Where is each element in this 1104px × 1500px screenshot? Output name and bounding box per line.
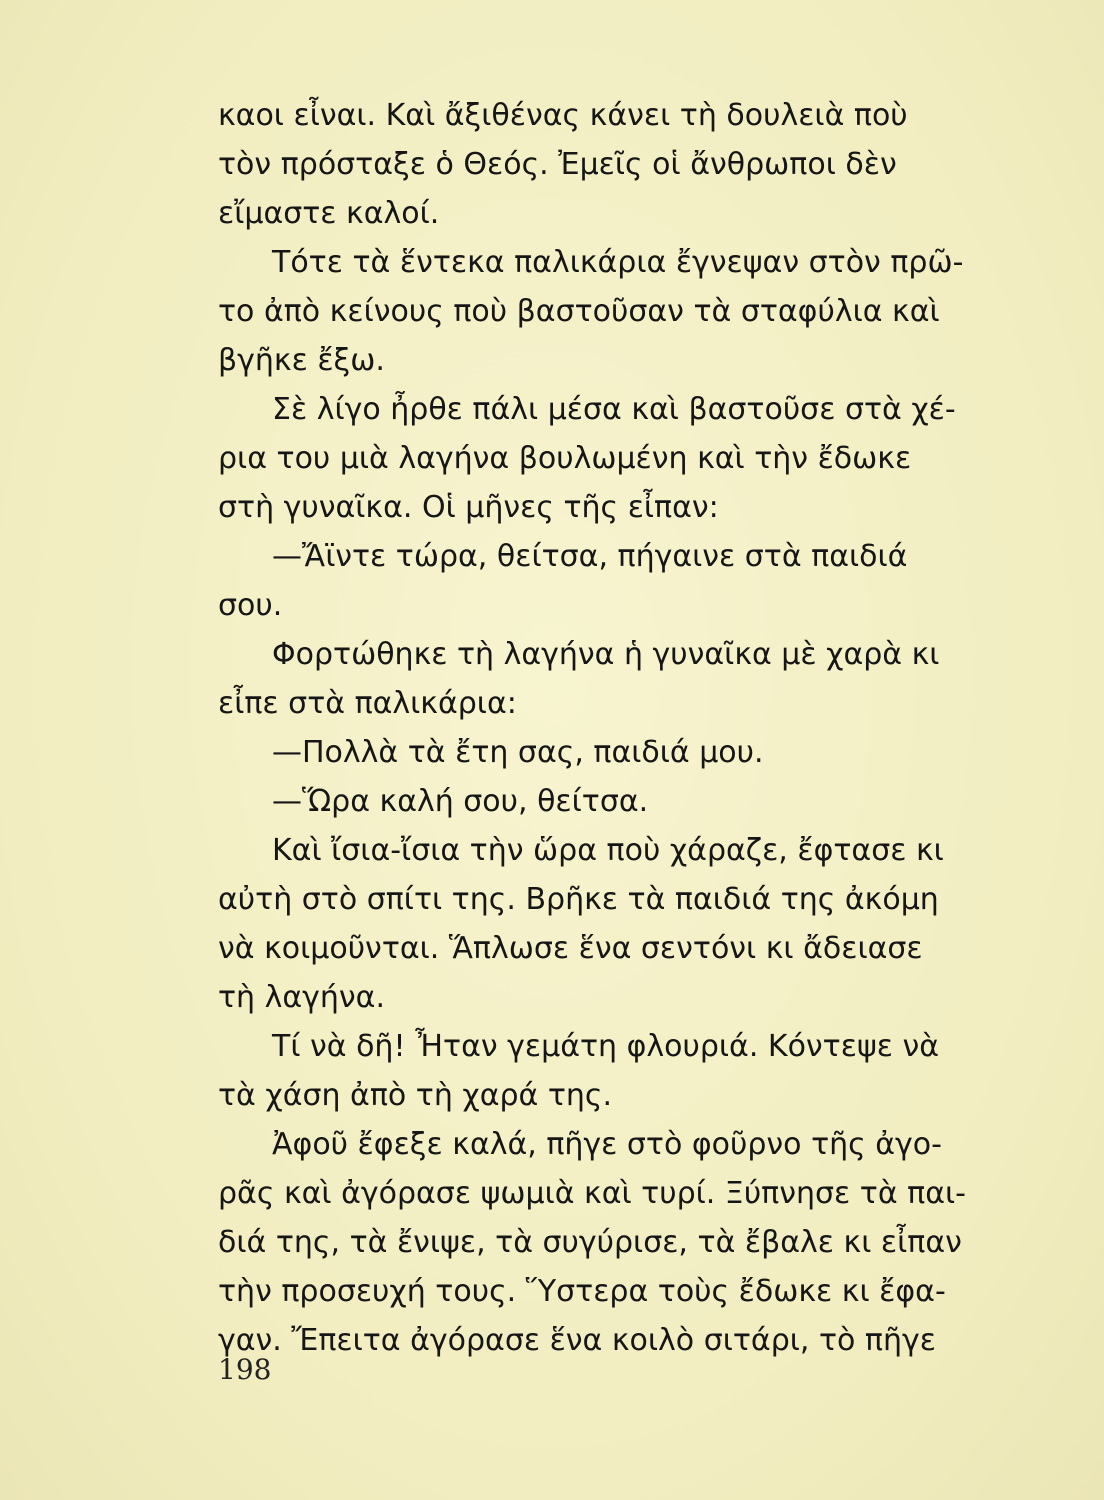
text-line: εἴμαστε καλοί.: [218, 196, 440, 231]
text-line: καοι εἶναι. Καὶ ἄξιθένας κάνει τὴ δουλειὰ ποὺ: [218, 98, 908, 133]
text-line: εἶπε στὰ παλικάρια:: [218, 686, 517, 721]
text-line: Ἀφοῦ ἔφεξε καλά, πῆγε στὸ φοῦρνο τῆς ἀγο-: [272, 1127, 942, 1162]
text-line: Τί νὰ δῆ! Ἦταν γεμάτη φλουριά. Κόντεψε νὰ: [272, 1029, 940, 1064]
text-line: —Πολλὰ τὰ ἔτη σας, παιδιά μου.: [272, 735, 764, 770]
text-line: Φορτώθηκε τὴ λαγήνα ἡ γυναῖκα μὲ χαρὰ κι: [272, 637, 940, 672]
text-line: νὰ κοιμοῦνται. Ἅπλωσε ἕνα σεντόνι κι ἄδειασε: [218, 931, 923, 966]
text-line: τὰ χάση ἀπὸ τὴ χαρά της.: [218, 1078, 613, 1113]
text-line: βγῆκε ἔξω.: [218, 343, 385, 378]
text-line: —Ὥρα καλή σου, θείτσα.: [272, 784, 649, 819]
text-line: γαν. Ἔπειτα ἀγόρασε ἕνα κοιλὸ σιτάρι, τὸ πῆγε: [218, 1323, 936, 1358]
text-line: διά της, τὰ ἔνιψε, τὰ συγύρισε, τὰ ἔβαλε κι εἶπαν: [218, 1225, 962, 1260]
text-line: ρια του μιὰ λαγήνα βουλωμένη καὶ τὴν ἔδωκε: [218, 441, 912, 476]
text-line: τὴν προσευχή τους. Ὕστερα τοὺς ἔδωκε κι ἔφα-: [218, 1274, 946, 1309]
text-line: το ἀπὸ κείνους ποὺ βαστοῦσαν τὰ σταφύλια καὶ: [218, 294, 940, 329]
text-line: Καὶ ἴσια-ἴσια τὴν ὥρα ποὺ χάραζε, ἔφτασε κι: [272, 833, 944, 868]
text-line: τὴ λαγήνα.: [218, 980, 385, 1015]
text-line: Σὲ λίγο ἦρθε πάλι μέσα καὶ βαστοῦσε στὰ χέ-: [272, 392, 956, 427]
text-line: σου.: [218, 588, 283, 623]
text-line: αὐτὴ στὸ σπίτι της. Βρῆκε τὰ παιδιά της ἀκόμη: [218, 882, 939, 917]
text-line: τὸν πρόσταξε ὁ Θεός. Ἐμεῖς οἱ ἄνθρωποι δὲν: [218, 147, 897, 182]
page-number: 198: [218, 1353, 272, 1386]
text-line: Τότε τὰ ἕντεκα παλικάρια ἔγνεψαν στὸν πρῶ-: [272, 245, 964, 280]
text-line: ρᾶς καὶ ἀγόρασε ψωμιὰ καὶ τυρί. Ξύπνησε τὰ παι-: [218, 1176, 966, 1211]
text-line: —Ἄϊντε τώρα, θείτσα, πήγαινε στὰ παιδιά: [272, 539, 908, 574]
text-line: στὴ γυναῖκα. Οἱ μῆνες τῆς εἶπαν:: [218, 490, 719, 525]
